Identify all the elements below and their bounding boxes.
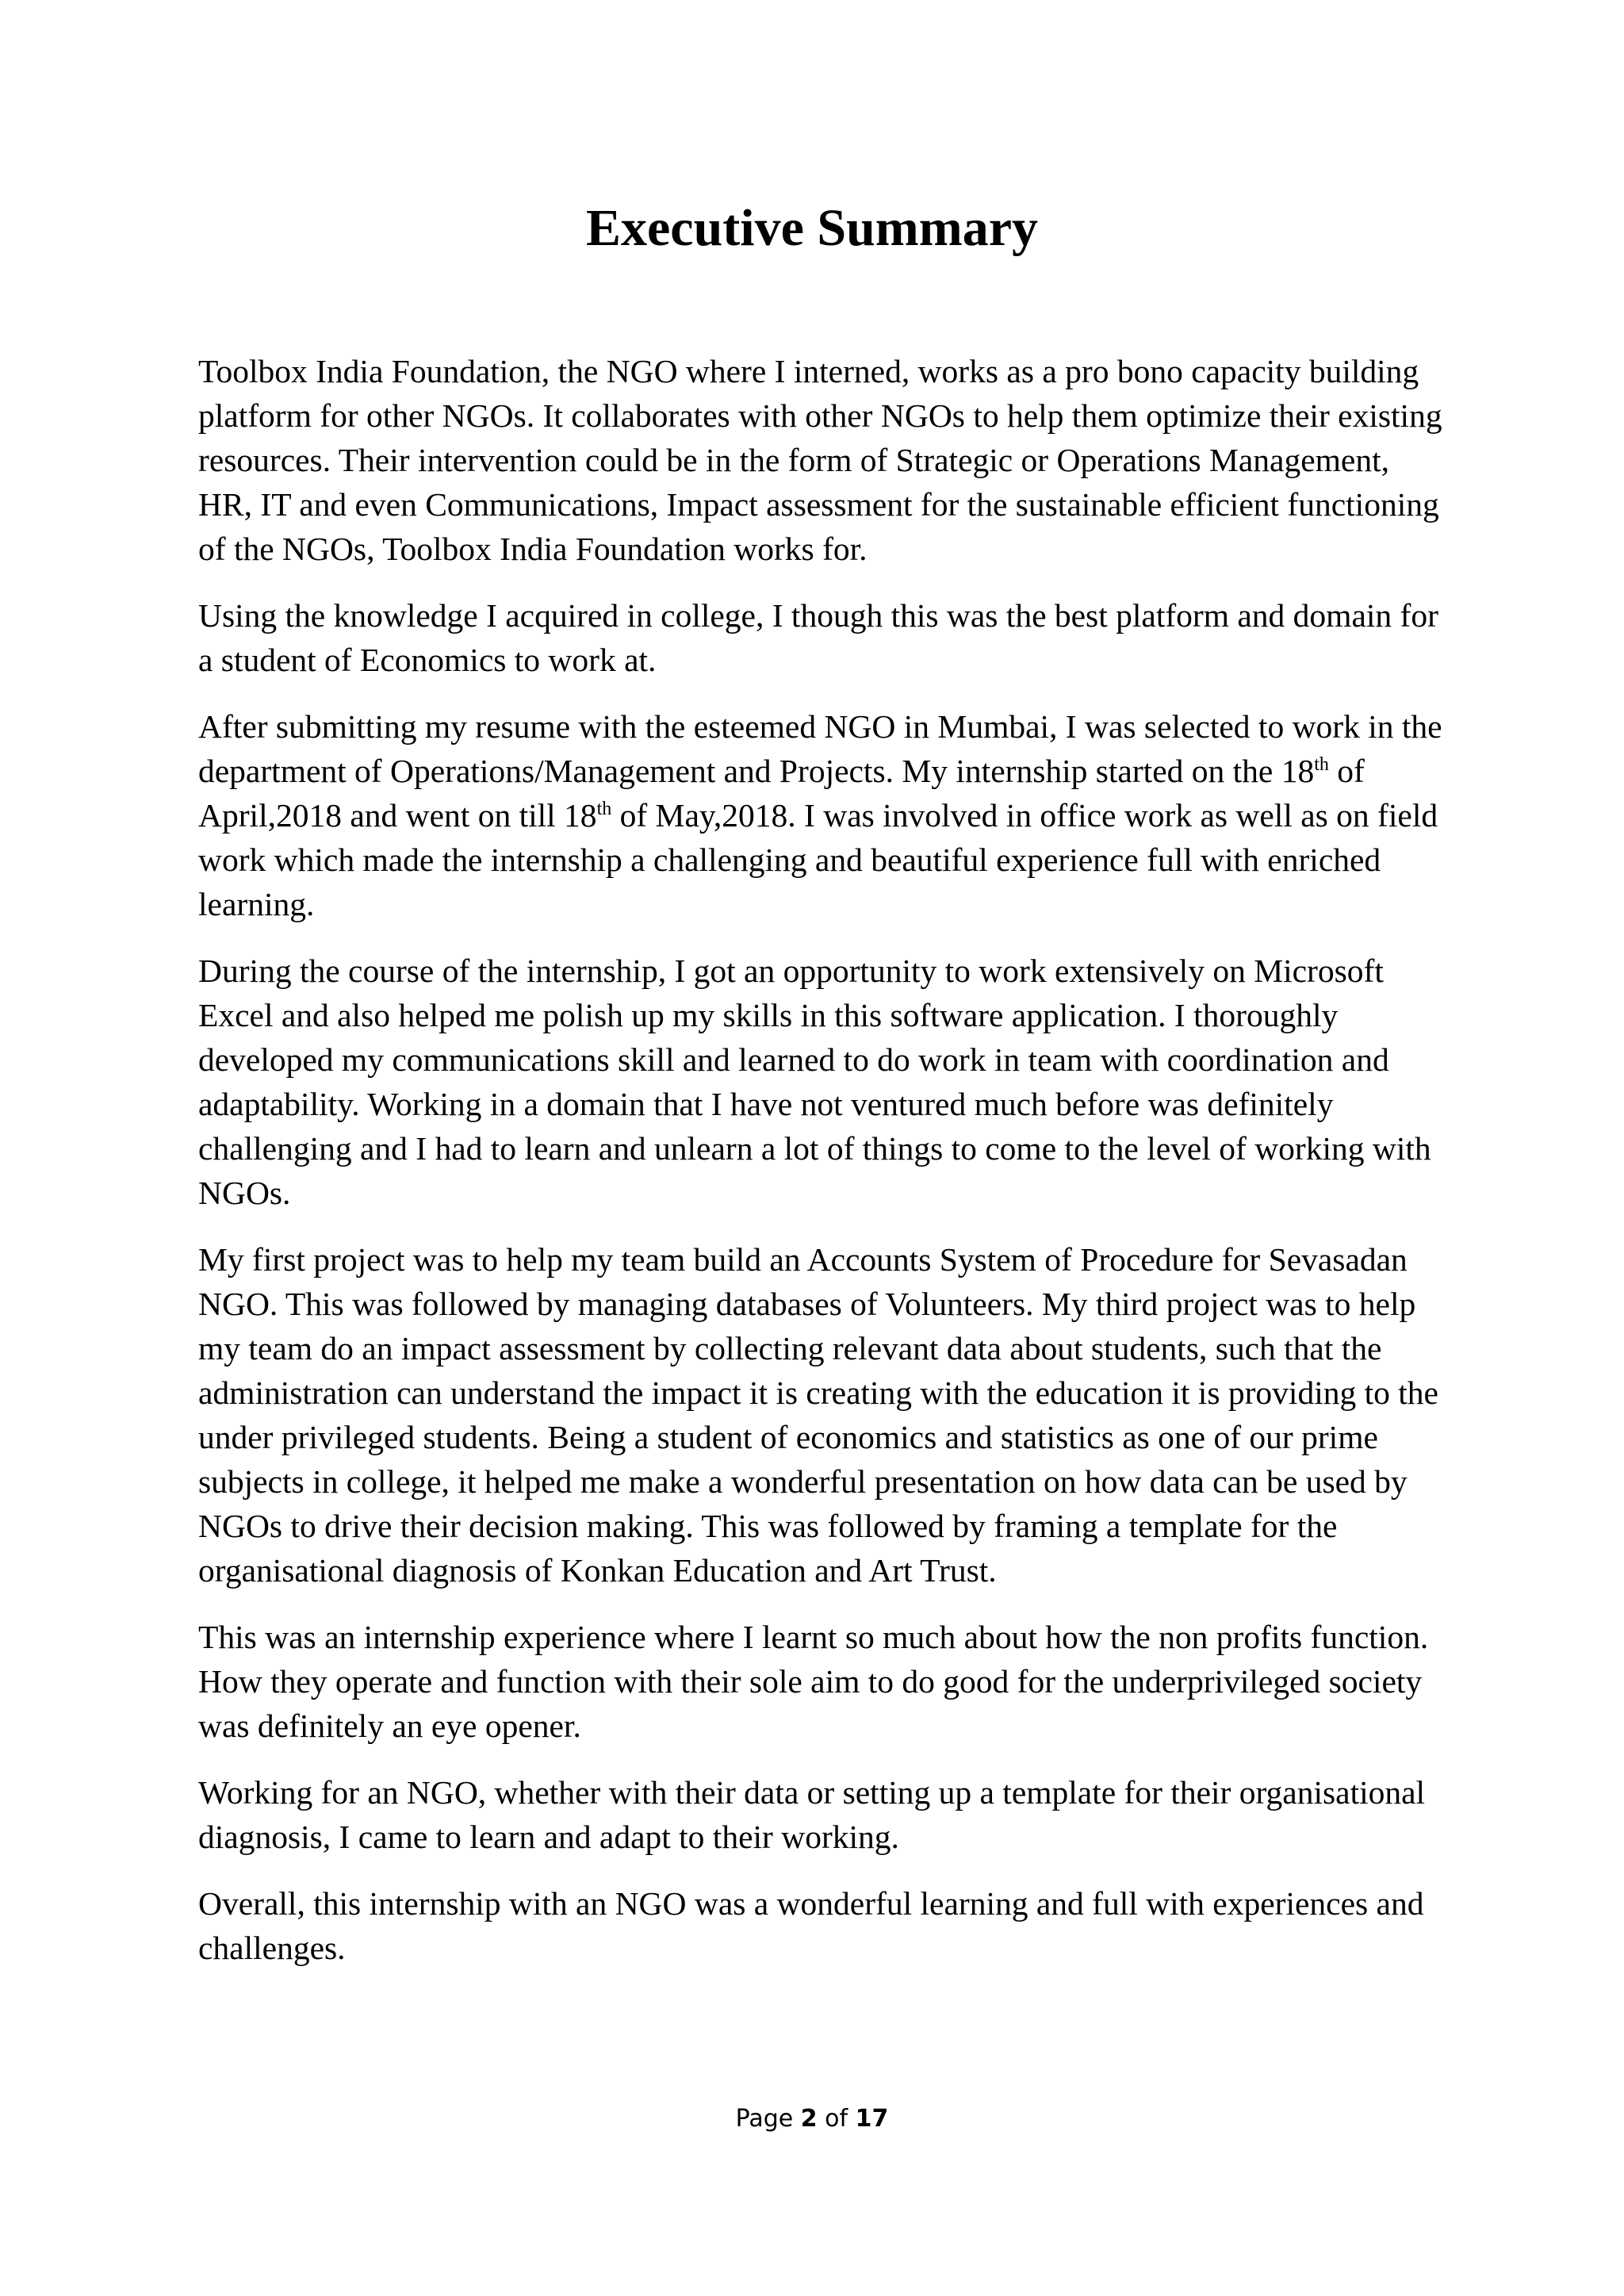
page-title: Executive Summary bbox=[585, 199, 1039, 257]
page-number-total: 17 bbox=[855, 2105, 889, 2133]
page-number-current: 2 bbox=[800, 2105, 818, 2133]
paragraph-3-part-2: of April,2018 and went on till 18 bbox=[198, 753, 1365, 834]
paragraph-3 bbox=[198, 704, 1451, 926]
body-text bbox=[198, 349, 1451, 1992]
paragraph-7: Working for an NGO, whether with their data or setting up a template for their organisational diagnosis, I came to learn and adapt to their working. bbox=[198, 1774, 1426, 1855]
paragraph-6: This was an internship experience where I learnt so much about how the non profits function. How they operate and function with their sole aim to do good for the underprivileged society was definitely an eye opener. bbox=[198, 1619, 1429, 1744]
paragraph-2: Using the knowledge I acquired in college, I though this was the best platform and domain for a student of Economics to work at. bbox=[198, 597, 1438, 678]
superscript-th-1: th bbox=[1314, 754, 1329, 776]
page-footer bbox=[0, 2103, 1624, 2135]
paragraph-5: My first project was to help my team build an Accounts System of Procedure for Sevasadan NGO. This was followed by managing databases of Volunteers. My third project was to help my team do an impact assessment by collecting relevant data about students, such that the administration can understand the impact it is creating with the education it is providing to the under privileged students. Being a student of economics and statistics as one of our prime subjects in college, it helped me make a wonderful presentation on how data can be used by NGOs to drive their decision making. This was followed by framing a template for the organisational diagnosis of Konkan Education and Art Trust. bbox=[198, 1241, 1438, 1589]
paragraph-4: During the course of the internship, I got an opportunity to work extensively on Microsoft Excel and also helped me polish up my skills in this software application. I thoroughly developed my communications skill and learned to do work in team with coordination and adaptability. Working in a domain that I have not ventured much before was definitely challenging and I had to learn and unlearn a lot of things to come to the level of working with NGOs. bbox=[198, 953, 1431, 1211]
paragraph-8: Overall, this internship with an NGO was a wonderful learning and full with experiences and challenges. bbox=[198, 1885, 1424, 1966]
paragraph-1: Toolbox India Foundation, the NGO where I interned, works as a pro bono capacity building platform for other NGOs. It collaborates with other NGOs to help them optimize their existing resources. Their intervention could be in the form of Strategic or Operations Management, HR, IT and even Communications, Impact assessment for the sustainable efficient functioning of the NGOs, Toolbox India Foundation works for. bbox=[198, 353, 1442, 567]
page-number-prefix: Page bbox=[735, 2105, 801, 2133]
paragraph-3-part-1: After submitting my resume with the esteemed NGO in Mumbai, I was selected to work in the department of Operations/Management and Projects. My internship started on the 18 bbox=[198, 708, 1442, 789]
page-number-separator: of bbox=[817, 2105, 856, 2133]
superscript-th-2: th bbox=[596, 799, 612, 820]
paragraph-3-part-3: of May,2018. I was involved in office work as well as on field work which made the internship a challenging and beautiful experience full with enriched learning. bbox=[198, 797, 1438, 922]
